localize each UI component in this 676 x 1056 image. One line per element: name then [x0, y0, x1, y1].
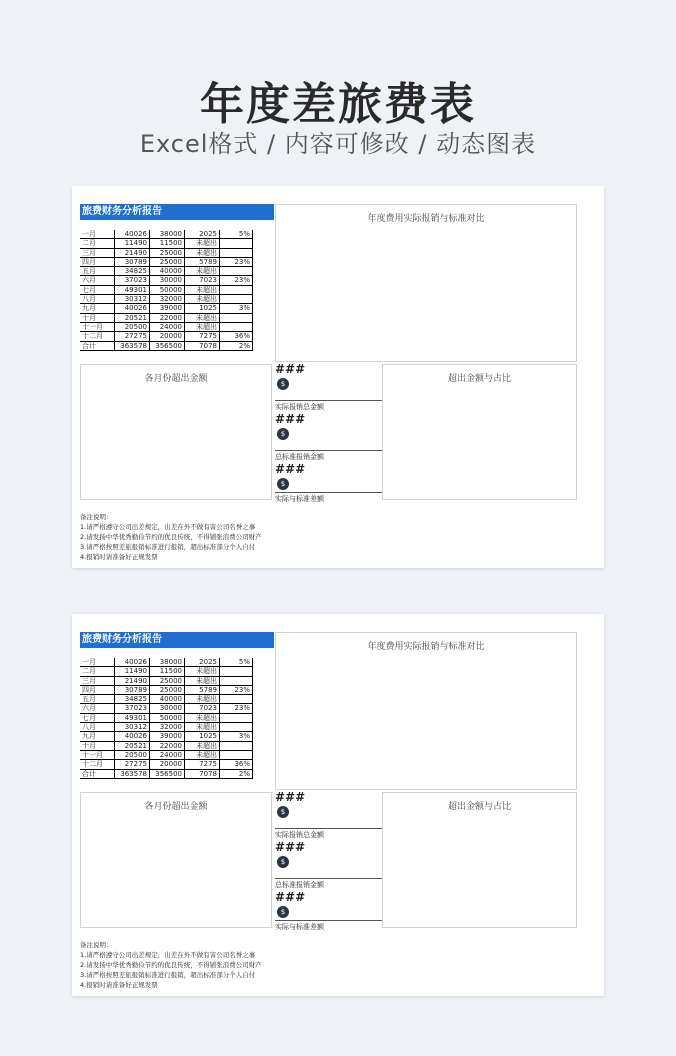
table-cell[interactable]: 25000 [150, 248, 185, 257]
table-cell[interactable]: 十一月 [80, 750, 115, 759]
table-cell[interactable] [220, 248, 253, 257]
total-standard-label: 总标准报销金额 [275, 453, 324, 461]
table-cell[interactable]: 11490 [115, 239, 150, 248]
notes-line: 3.请严格按照差旅报销标准进行报销，超出标准部分个人自付 [80, 543, 256, 551]
table-cell[interactable]: 未超出 [185, 295, 220, 304]
table-cell[interactable]: 23% [220, 276, 253, 285]
summary-panel [275, 362, 383, 503]
money-bag-icon: $ [277, 906, 289, 918]
table-cell[interactable] [220, 695, 253, 704]
total-standard-label: 总标准报销金额 [275, 881, 324, 889]
table-cell[interactable]: 32000 [150, 295, 185, 304]
table-cell[interactable]: 7275 [185, 332, 220, 341]
table-cell[interactable]: 39000 [150, 304, 185, 313]
comparison-chart [275, 632, 577, 790]
table-cell[interactable]: 十二月 [80, 760, 115, 769]
table-cell[interactable] [220, 713, 253, 722]
table-cell[interactable]: 37023 [115, 276, 150, 285]
table-cell[interactable]: 四月 [80, 257, 115, 266]
table-cell[interactable]: 未超出 [185, 695, 220, 704]
total-actual-label: 实际报销总金额 [275, 403, 324, 411]
table-cell[interactable]: 未超出 [185, 322, 220, 331]
notes-line: 4.报销时请准备好正规发票 [80, 553, 158, 561]
table-cell[interactable]: 34825 [115, 267, 150, 276]
table-cell[interactable]: 二月 [80, 239, 115, 248]
table-cell[interactable]: 六月 [80, 704, 115, 713]
table-cell[interactable] [220, 723, 253, 732]
overage-ratio-chart [382, 364, 577, 500]
table-row [80, 667, 253, 676]
table-cell[interactable]: 38000 [150, 658, 185, 667]
notes-line: 4.报销时请准备好正规发票 [80, 981, 158, 989]
table-row [80, 750, 253, 759]
table-row [80, 295, 253, 304]
table-cell[interactable]: 20000 [150, 332, 185, 341]
money-bag-icon: $ [277, 378, 289, 390]
table-cell[interactable]: 未超出 [185, 667, 220, 676]
table-cell[interactable]: 未超出 [185, 750, 220, 759]
table-cell[interactable]: 7078 [185, 769, 220, 778]
table-cell[interactable]: 40000 [150, 695, 185, 704]
table-cell[interactable]: 363578 [115, 769, 150, 778]
table-cell[interactable]: 49301 [115, 285, 150, 294]
overage-ratio-chart [382, 792, 577, 928]
overage-line-chart-title: 各月份超出金额 [144, 802, 208, 812]
table-cell[interactable]: 未超出 [185, 723, 220, 732]
page-subtitle: Excel格式 / 内容可修改 / 动态图表 [139, 130, 537, 158]
table-cell[interactable] [220, 285, 253, 294]
table-cell[interactable]: 20500 [115, 322, 150, 331]
difference-label: 实际与标准差额 [275, 923, 324, 931]
table-cell[interactable]: 34825 [115, 695, 150, 704]
table-row [80, 760, 253, 769]
table-cell[interactable]: 38000 [150, 230, 185, 239]
table-cell[interactable]: 356500 [150, 341, 185, 350]
total-standard-value: ### [275, 412, 306, 426]
table-row [80, 769, 253, 778]
notes-line: 2.请发扬中华优秀勤俭节约的优良传统，不得铺张浪费公司财产 [80, 533, 262, 541]
table-cell[interactable]: 四月 [80, 685, 115, 694]
table-row [80, 658, 253, 667]
report-table-title: 旅费财务分析报告 [80, 204, 274, 220]
spreadsheet-preview-1 [72, 186, 604, 568]
money-bag-icon: $ [277, 428, 289, 440]
table-cell[interactable]: 七月 [80, 285, 115, 294]
table-cell[interactable]: 11490 [115, 667, 150, 676]
table-cell[interactable]: 未超出 [185, 285, 220, 294]
table-cell[interactable]: 24000 [150, 750, 185, 759]
table-cell[interactable]: 七月 [80, 713, 115, 722]
table-row [80, 704, 253, 713]
table-cell[interactable] [220, 239, 253, 248]
table-cell[interactable]: 21490 [115, 248, 150, 257]
difference-value: ### [275, 890, 306, 904]
table-cell[interactable]: 40000 [150, 267, 185, 276]
table-cell[interactable]: 23% [220, 257, 253, 266]
table-cell[interactable]: 50000 [150, 285, 185, 294]
table-cell[interactable]: 5789 [185, 257, 220, 266]
table-cell[interactable]: 未超出 [185, 741, 220, 750]
table-cell[interactable]: 27275 [115, 332, 150, 341]
table-cell[interactable]: 25000 [150, 685, 185, 694]
table-cell[interactable] [220, 267, 253, 276]
table-cell[interactable]: 六月 [80, 276, 115, 285]
table-cell[interactable]: 5% [220, 658, 253, 667]
table-cell[interactable]: 未超出 [185, 248, 220, 257]
table-cell[interactable]: 30789 [115, 257, 150, 266]
summary-panel [275, 790, 383, 931]
expense-table [80, 658, 253, 779]
table-cell[interactable]: 三月 [80, 676, 115, 685]
expense-table [80, 230, 253, 351]
table-cell[interactable]: 50000 [150, 713, 185, 722]
table-cell[interactable]: 八月 [80, 295, 115, 304]
table-cell[interactable] [220, 741, 253, 750]
table-cell[interactable]: 7023 [185, 704, 220, 713]
table-row [80, 257, 253, 266]
notes-line: 备注说明： [80, 941, 113, 949]
page-title: 年度差旅费表 [200, 79, 476, 130]
table-cell[interactable]: 1025 [185, 304, 220, 313]
notes [80, 940, 262, 990]
table-cell[interactable]: 30312 [115, 295, 150, 304]
overage-line-chart [80, 792, 272, 928]
comparison-chart-title: 年度费用实际报销与标准对比 [367, 642, 485, 652]
table-cell[interactable]: 25000 [150, 257, 185, 266]
table-row [80, 239, 253, 248]
table-cell[interactable]: 十月 [80, 313, 115, 322]
table-cell[interactable]: 十一月 [80, 322, 115, 331]
table-cell[interactable]: 30000 [150, 276, 185, 285]
table-cell[interactable]: 十二月 [80, 332, 115, 341]
table-cell[interactable]: 22000 [150, 313, 185, 322]
comparison-chart-title: 年度费用实际报销与标准对比 [367, 214, 485, 224]
table-cell[interactable]: 2% [220, 341, 253, 350]
table-cell[interactable]: 20500 [115, 750, 150, 759]
table-cell[interactable]: 40026 [115, 304, 150, 313]
table-cell[interactable]: 十月 [80, 741, 115, 750]
money-bag-icon: $ [277, 806, 289, 818]
table-cell[interactable]: 11500 [150, 239, 185, 248]
table-cell[interactable]: 一月 [80, 230, 115, 239]
table-row [80, 685, 253, 694]
difference-label: 实际与标准差额 [275, 495, 324, 503]
table-row [80, 741, 253, 750]
table-row [80, 285, 253, 294]
table-row [80, 332, 253, 341]
money-bag-icon: $ [277, 856, 289, 868]
table-row [80, 695, 253, 704]
table-cell[interactable] [220, 676, 253, 685]
table-row [80, 313, 253, 322]
table-cell[interactable]: 5% [220, 230, 253, 239]
table-cell[interactable]: 未超出 [185, 676, 220, 685]
table-cell[interactable]: 30789 [115, 685, 150, 694]
table-cell[interactable]: 合计 [80, 341, 115, 350]
table-cell[interactable]: 363578 [115, 341, 150, 350]
total-actual-label: 实际报销总金额 [275, 831, 324, 839]
table-cell[interactable] [220, 750, 253, 759]
money-bag-icon: $ [277, 478, 289, 490]
table-cell[interactable]: 23% [220, 704, 253, 713]
table-cell[interactable]: 40026 [115, 658, 150, 667]
overage-ratio-chart-title: 超出金额与占比 [447, 374, 511, 384]
table-cell[interactable]: 39000 [150, 732, 185, 741]
table-cell[interactable]: 二月 [80, 667, 115, 676]
table-cell[interactable]: 356500 [150, 769, 185, 778]
notes-line: 2.请发扬中华优秀勤俭节约的优良传统，不得铺张浪费公司财产 [80, 961, 262, 969]
table-cell[interactable]: 未超出 [185, 713, 220, 722]
table-row [80, 267, 253, 276]
table-cell[interactable]: 未超出 [185, 313, 220, 322]
table-row [80, 230, 253, 239]
table-row [80, 322, 253, 331]
table-row [80, 341, 253, 350]
table-cell[interactable]: 25000 [150, 676, 185, 685]
table-cell[interactable]: 7275 [185, 760, 220, 769]
table-cell[interactable]: 36% [220, 760, 253, 769]
table-row [80, 248, 253, 257]
table-cell[interactable]: 7023 [185, 276, 220, 285]
total-actual-value: ### [275, 790, 306, 804]
table-cell[interactable]: 49301 [115, 713, 150, 722]
notes-line: 3.请严格按照差旅报销标准进行报销，超出标准部分个人自付 [80, 971, 256, 979]
table-row [80, 713, 253, 722]
spreadsheet-preview-2 [72, 614, 604, 996]
table-cell[interactable]: 九月 [80, 732, 115, 741]
table-cell[interactable]: 2025 [185, 230, 220, 239]
table-cell[interactable]: 合计 [80, 769, 115, 778]
table-cell[interactable]: 五月 [80, 267, 115, 276]
table-cell[interactable]: 24000 [150, 322, 185, 331]
table-cell[interactable]: 未超出 [185, 239, 220, 248]
table-cell[interactable]: 3% [220, 304, 253, 313]
table-cell[interactable]: 40026 [115, 230, 150, 239]
overage-line-chart [80, 364, 272, 500]
table-cell[interactable]: 21490 [115, 676, 150, 685]
table-row [80, 723, 253, 732]
overage-line-chart-title: 各月份超出金额 [144, 374, 208, 384]
table-cell[interactable]: 2% [220, 769, 253, 778]
table-cell[interactable]: 3% [220, 732, 253, 741]
report-table-title: 旅费财务分析报告 [80, 632, 274, 648]
table-cell[interactable] [220, 313, 253, 322]
table-cell[interactable]: 40026 [115, 732, 150, 741]
table-cell[interactable]: 27275 [115, 760, 150, 769]
table-row [80, 304, 253, 313]
table-cell[interactable]: 11500 [150, 667, 185, 676]
total-standard-value: ### [275, 840, 306, 854]
notes [80, 512, 262, 562]
table-row [80, 732, 253, 741]
table-row [80, 276, 253, 285]
table-row [80, 676, 253, 685]
table-cell[interactable]: 7078 [185, 341, 220, 350]
table-cell[interactable]: 20521 [115, 741, 150, 750]
table-cell[interactable] [220, 295, 253, 304]
table-cell[interactable]: 36% [220, 332, 253, 341]
overage-ratio-chart-title: 超出金额与占比 [447, 802, 511, 812]
difference-value: ### [275, 462, 306, 476]
table-cell[interactable]: 32000 [150, 723, 185, 732]
notes-line: 备注说明： [80, 513, 113, 521]
table-cell[interactable]: 30000 [150, 704, 185, 713]
table-cell[interactable]: 一月 [80, 658, 115, 667]
table-cell[interactable]: 5789 [185, 685, 220, 694]
table-cell[interactable]: 九月 [80, 304, 115, 313]
table-cell[interactable]: 三月 [80, 248, 115, 257]
table-cell[interactable]: 八月 [80, 723, 115, 732]
table-cell[interactable]: 30312 [115, 723, 150, 732]
table-cell[interactable]: 22000 [150, 741, 185, 750]
table-cell[interactable]: 1025 [185, 732, 220, 741]
notes-line: 1.请严格遵守公司出差规定，出差在外不做有害公司名誉之事 [80, 951, 256, 959]
table-cell[interactable]: 2025 [185, 658, 220, 667]
notes-line: 1.请严格遵守公司出差规定，出差在外不做有害公司名誉之事 [80, 523, 256, 531]
comparison-chart [275, 204, 577, 362]
table-cell[interactable]: 20521 [115, 313, 150, 322]
table-cell[interactable]: 20000 [150, 760, 185, 769]
table-cell[interactable]: 未超出 [185, 267, 220, 276]
table-cell[interactable]: 五月 [80, 695, 115, 704]
table-cell[interactable]: 37023 [115, 704, 150, 713]
table-cell[interactable]: 23% [220, 685, 253, 694]
table-cell[interactable] [220, 667, 253, 676]
table-cell[interactable] [220, 322, 253, 331]
total-actual-value: ### [275, 362, 306, 376]
